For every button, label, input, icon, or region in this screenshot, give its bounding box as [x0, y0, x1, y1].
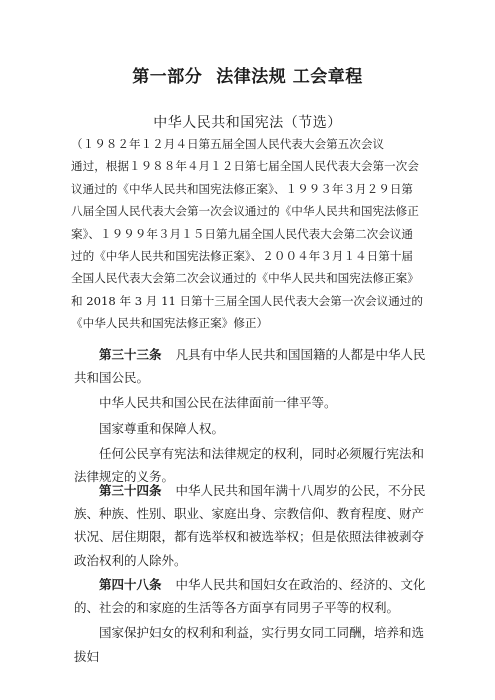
preamble-line: （１９８２年１２月４日第五届全国人民代表大会第五次会议: [71, 137, 385, 151]
article-paragraph: 任何公民享有宪法和法律规定的权利，同时必须履行宪法和法律规定的义务。: [74, 445, 425, 485]
part-title: [0, 62, 495, 87]
preamble-line: 通过，根据１９８８年４月１２日第七届全国人民代表大会第一次会: [71, 159, 419, 174]
article-paragraph: 中华人民共和国公民在法律面前一律平等。: [99, 395, 337, 411]
article-heading: 第三十三条: [99, 347, 162, 362]
preamble-line: 议通过的《中华人民共和国宪法修正案》、１９９３年３月２９日第: [71, 181, 414, 196]
preamble-line: 案》、１９９９年３月１５日第九届全国人民代表大会第二次会议通: [71, 226, 414, 241]
article-paragraph: 国家尊重和保障人权。: [99, 420, 225, 436]
article-text: 中华人民共和国年满十八周岁的公民，不分民族、种族、性别、职业、家庭出身、宗教信仰、教育程度、财产状况、居住期限，都有选举权和被选举权；但是依照法律被剥夺政治权利的人除外。: [74, 483, 426, 568]
article-48: [74, 573, 430, 670]
preamble-line: 全国人民代表大会第二次会议通过的《中华人民共和国宪法修正案》: [71, 271, 419, 286]
part-title-right: 法律法规 工会章程: [216, 67, 363, 87]
part-title-left: 第一部分: [132, 67, 203, 87]
preamble-line: 八届全国人民代表大会第一次会议通过的《中华人民共和国宪法修正: [71, 204, 419, 219]
preamble: [71, 133, 433, 335]
article-text: 中华人民共和国妇女在政治的、经济的、文化的、社会的和家庭的生活等各方面享有同男子平等的权利。: [74, 577, 426, 616]
article-paragraph: [74, 343, 430, 389]
article-heading: 第三十四条: [99, 483, 162, 498]
article-paragraph: [74, 573, 430, 619]
article-heading: 第四十八条: [99, 577, 162, 592]
law-title: 中华人民共和国宪法（节选）: [153, 115, 342, 131]
article-paragraph: [74, 479, 430, 572]
preamble-line: 过的《中华人民共和国宪法修正案》、２００４年３月１４日第十届: [71, 249, 414, 264]
preamble-line: 《中华人民共和国宪法修正案》修正）: [71, 316, 269, 331]
article-text: 凡具有中华人民共和国国籍的人都是中华人民共和国公民。: [74, 347, 426, 386]
article-34: [74, 479, 430, 574]
article-paragraph: 国家保护妇女的权利和利益，实行男女同工同酬，培养和选拔妇: [74, 625, 425, 664]
preamble-line: 和 2018 年 3 月 11 日第十三届全国人民代表大会第一次会议通过的: [71, 293, 423, 308]
article-33: [74, 343, 430, 490]
